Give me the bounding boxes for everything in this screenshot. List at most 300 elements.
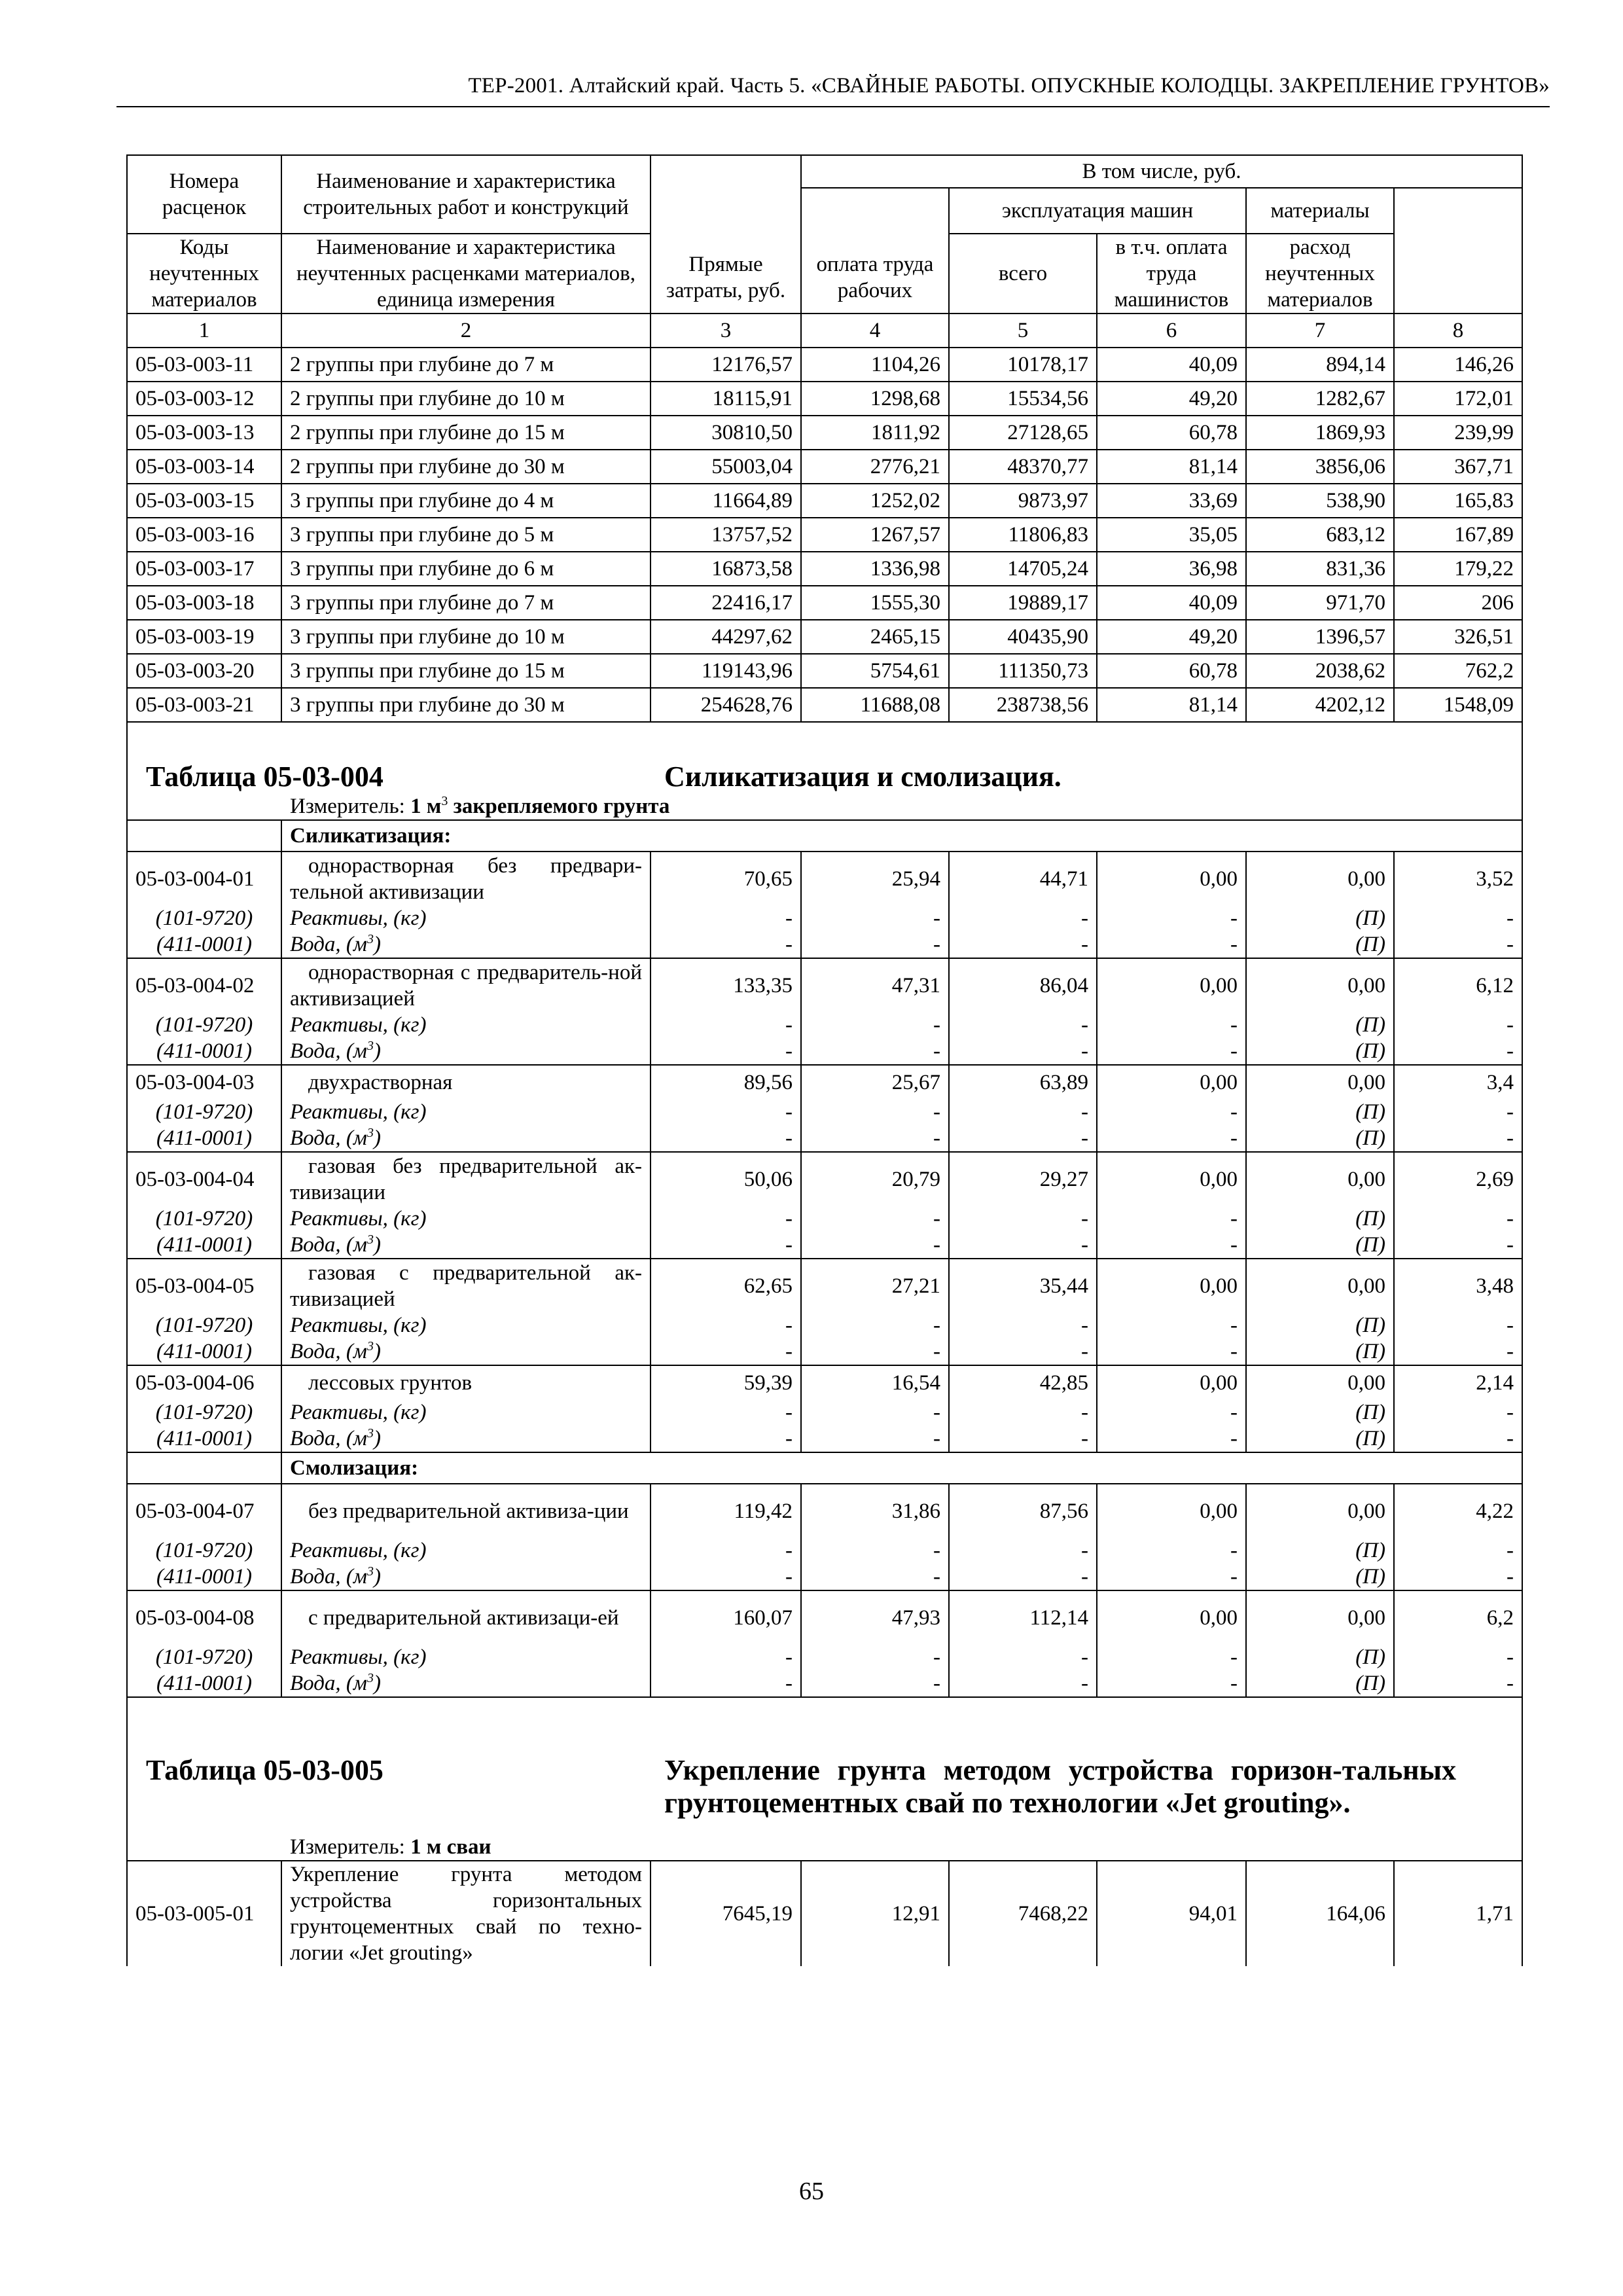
unaccounted-mark: (П) <box>1246 905 1394 931</box>
material-row <box>127 1038 1522 1065</box>
material-row <box>127 1232 1522 1259</box>
value-cell: 44,71 <box>949 852 1097 905</box>
dash-cell: - <box>1097 931 1246 958</box>
unaccounted-mark: (П) <box>1246 931 1394 958</box>
table-row <box>127 450 1522 484</box>
value-cell: 18115,91 <box>651 382 801 416</box>
value-cell: 12,91 <box>801 1861 949 1966</box>
value-cell: 36,98 <box>1097 552 1246 586</box>
measure-label: Измеритель: <box>290 1835 405 1859</box>
dash-cell: - <box>1394 931 1522 958</box>
material-row <box>127 1537 1522 1564</box>
dash-cell: - <box>651 931 801 958</box>
dash-cell: - <box>1394 905 1522 931</box>
dash-cell: - <box>651 1038 801 1065</box>
value-cell: 2776,21 <box>801 450 949 484</box>
value-cell: 7468,22 <box>949 1861 1097 1966</box>
rate-name: без предварительной активиза-ции <box>281 1484 651 1537</box>
rate-name: Укрепление грунта методом устройства горизонтальных грунтоцементных свай по техно-логии «Jet grouting» <box>281 1861 651 1966</box>
material-name <box>281 1099 651 1125</box>
dash-cell: - <box>949 1206 1097 1232</box>
value-cell: 11806,83 <box>949 518 1097 552</box>
rate-name: 2 группы при глубине до 10 м <box>281 382 651 416</box>
rate-name: 2 группы при глубине до 7 м <box>281 348 651 382</box>
value-cell: 1252,02 <box>801 484 949 518</box>
dash-cell: - <box>1097 1426 1246 1452</box>
column-number: 1 <box>127 314 281 348</box>
rate-code: 05-03-003-16 <box>127 518 281 552</box>
table-row <box>127 1365 1522 1399</box>
value-cell: 60,78 <box>1097 654 1246 688</box>
material-code: (411-0001) <box>127 1426 281 1452</box>
dash-cell: - <box>801 1338 949 1365</box>
unaccounted-mark: (П) <box>1246 1012 1394 1038</box>
material-name-text: Вода, (м <box>290 1126 367 1150</box>
dash-cell: - <box>1097 1537 1246 1564</box>
material-name <box>281 905 651 931</box>
dash-cell: - <box>949 1099 1097 1125</box>
material-code: (101-9720) <box>127 1537 281 1564</box>
dash-cell: - <box>651 1099 801 1125</box>
value-cell: 35,44 <box>949 1259 1097 1312</box>
dash-cell: - <box>1097 1038 1246 1065</box>
value-cell: 254628,76 <box>651 688 801 722</box>
rate-name: 3 группы при глубине до 30 м <box>281 688 651 722</box>
value-cell: 27128,65 <box>949 416 1097 450</box>
value-cell: 40,09 <box>1097 586 1246 620</box>
value-cell: 164,06 <box>1246 1861 1394 1966</box>
material-row <box>127 1125 1522 1152</box>
value-cell: 0,00 <box>1246 1365 1394 1399</box>
value-cell: 179,22 <box>1394 552 1522 586</box>
dash-cell: - <box>801 1125 949 1152</box>
dash-cell: - <box>1394 1038 1522 1065</box>
table-title-block <box>127 722 1522 820</box>
unaccounted-mark: (П) <box>1246 1099 1394 1125</box>
value-cell: 4,22 <box>1394 1484 1522 1537</box>
value-cell: 0,00 <box>1246 1152 1394 1206</box>
material-code: (411-0001) <box>127 1670 281 1697</box>
dash-cell: - <box>949 1012 1097 1038</box>
dash-cell: - <box>949 1564 1097 1590</box>
value-cell: 1267,57 <box>801 518 949 552</box>
value-cell: 4202,12 <box>1246 688 1394 722</box>
dash-cell: - <box>1097 1338 1246 1365</box>
rate-name: 3 группы при глубине до 6 м <box>281 552 651 586</box>
value-cell: 0,00 <box>1097 1152 1246 1206</box>
page-number: 65 <box>799 2178 824 2205</box>
value-cell: 15534,56 <box>949 382 1097 416</box>
dash-cell: - <box>1394 1338 1522 1365</box>
value-cell: 47,31 <box>801 958 949 1012</box>
material-name-text: Реактивы, (кг) <box>290 1207 427 1230</box>
unit-close: ) <box>373 1039 381 1063</box>
value-cell: 3856,06 <box>1246 450 1394 484</box>
material-name-text: Вода, (м <box>290 1340 367 1363</box>
dash-cell: - <box>801 1038 949 1065</box>
value-cell: 0,00 <box>1097 1590 1246 1644</box>
dash-cell: - <box>651 905 801 931</box>
column-number: 2 <box>281 314 651 348</box>
unit-close: ) <box>373 1565 381 1588</box>
value-cell: 2,69 <box>1394 1152 1522 1206</box>
value-cell: 16873,58 <box>651 552 801 586</box>
dash-cell: - <box>1394 1670 1522 1697</box>
value-cell: 538,90 <box>1246 484 1394 518</box>
material-name-text: Реактивы, (кг) <box>290 1100 427 1124</box>
rate-name: однорастворная с предваритель-ной активизацией <box>281 958 651 1012</box>
measure-tail: закрепляемого грунта <box>453 795 670 818</box>
material-name <box>281 1564 651 1590</box>
dash-cell: - <box>1394 1564 1522 1590</box>
material-row <box>127 1564 1522 1590</box>
rate-name: 3 группы при глубине до 4 м <box>281 484 651 518</box>
material-row <box>127 1012 1522 1038</box>
header-col7: расход неучтенных материалов <box>1246 234 1394 314</box>
rate-name: 3 группы при глубине до 15 м <box>281 654 651 688</box>
value-cell: 0,00 <box>1097 1065 1246 1099</box>
table-title-row <box>127 1697 1522 1861</box>
rate-code: 05-03-004-05 <box>127 1259 281 1312</box>
column-number: 5 <box>949 314 1097 348</box>
dash-cell: - <box>801 1206 949 1232</box>
header-col1-top: Номера расценок <box>127 155 281 234</box>
unaccounted-mark: (П) <box>1246 1670 1394 1697</box>
value-cell: 81,14 <box>1097 688 1246 722</box>
value-cell: 119,42 <box>651 1484 801 1537</box>
value-cell: 0,00 <box>1246 1065 1394 1099</box>
value-cell: 165,83 <box>1394 484 1522 518</box>
value-cell: 22416,17 <box>651 586 801 620</box>
value-cell: 87,56 <box>949 1484 1097 1537</box>
material-name-text: Реактивы, (кг) <box>290 1314 427 1337</box>
running-header-text: ТЕР-2001. Алтайский край. Часть 5. «СВАЙНЫЕ РАБОТЫ. ОПУСКНЫЕ КОЛОДЦЫ. ЗАКРЕПЛЕНИЕ ГРУНТОВ» <box>468 74 1550 98</box>
dash-cell: - <box>1097 1206 1246 1232</box>
dash-cell: - <box>949 1312 1097 1338</box>
rate-code: 05-03-003-17 <box>127 552 281 586</box>
unit-close: ) <box>373 1233 381 1257</box>
material-name-text: Вода, (м <box>290 1427 367 1450</box>
rate-name: газовая с предварительной ак-тивизацией <box>281 1259 651 1312</box>
dash-cell: - <box>801 1012 949 1038</box>
material-name <box>281 1038 651 1065</box>
unit-close: ) <box>373 1427 381 1450</box>
dash-cell: - <box>949 1125 1097 1152</box>
rate-name: лессовых грунтов <box>281 1365 651 1399</box>
value-cell: 1396,57 <box>1246 620 1394 654</box>
value-cell: 20,79 <box>801 1152 949 1206</box>
value-cell: 0,00 <box>1246 1484 1394 1537</box>
dash-cell: - <box>1394 1426 1522 1452</box>
value-cell: 1,71 <box>1394 1861 1522 1966</box>
dash-cell: - <box>801 1099 949 1125</box>
subsection-title <box>281 820 1522 852</box>
material-row <box>127 1644 1522 1670</box>
subsection-label: Смолизация: <box>290 1456 419 1480</box>
material-code: (411-0001) <box>127 1038 281 1065</box>
value-cell: 10178,17 <box>949 348 1097 382</box>
value-cell: 206 <box>1394 586 1522 620</box>
dash-cell: - <box>801 1644 949 1670</box>
rate-code: 05-03-003-14 <box>127 450 281 484</box>
value-cell: 326,51 <box>1394 620 1522 654</box>
table-row <box>127 958 1522 1012</box>
dash-cell: - <box>949 1670 1097 1697</box>
table-row <box>127 1861 1522 1966</box>
header-col5: всего <box>949 234 1097 314</box>
value-cell: 112,14 <box>949 1590 1097 1644</box>
value-cell: 0,00 <box>1097 1259 1246 1312</box>
dash-cell: - <box>1394 1399 1522 1426</box>
dash-cell: - <box>1394 1537 1522 1564</box>
empty-cell <box>127 820 281 852</box>
value-cell: 1555,30 <box>801 586 949 620</box>
material-name <box>281 1125 651 1152</box>
value-cell: 48370,77 <box>949 450 1097 484</box>
table-row <box>127 688 1522 722</box>
material-name-text: Вода, (м <box>290 933 367 956</box>
dash-cell: - <box>1097 1232 1246 1259</box>
unit-sup: 3 <box>366 1232 374 1247</box>
column-number: 4 <box>801 314 949 348</box>
material-row <box>127 1312 1522 1338</box>
dash-cell: - <box>949 1426 1097 1452</box>
value-cell: 0,00 <box>1246 958 1394 1012</box>
table-row <box>127 1590 1522 1644</box>
empty-cell <box>127 1452 281 1484</box>
dash-cell: - <box>651 1012 801 1038</box>
value-cell: 111350,73 <box>949 654 1097 688</box>
material-name-text: Вода, (м <box>290 1565 367 1588</box>
material-name-text: Вода, (м <box>290 1233 367 1257</box>
value-cell: 70,65 <box>651 852 801 905</box>
rates-table <box>126 154 1523 1966</box>
column-number: 7 <box>1246 314 1394 348</box>
table-row <box>127 484 1522 518</box>
unaccounted-mark: (П) <box>1246 1399 1394 1426</box>
value-cell: 5754,61 <box>801 654 949 688</box>
value-cell: 0,00 <box>1097 1365 1246 1399</box>
value-cell: 160,07 <box>651 1590 801 1644</box>
value-cell: 27,21 <box>801 1259 949 1312</box>
rate-name: 3 группы при глубине до 5 м <box>281 518 651 552</box>
material-name <box>281 1232 651 1259</box>
material-code: (411-0001) <box>127 1232 281 1259</box>
rate-name: газовая без предварительной ак-тивизации <box>281 1152 651 1206</box>
material-name <box>281 931 651 958</box>
dash-cell: - <box>1097 1670 1246 1697</box>
rate-code: 05-03-004-07 <box>127 1484 281 1537</box>
material-row <box>127 931 1522 958</box>
dash-cell: - <box>651 1644 801 1670</box>
value-cell: 9873,97 <box>949 484 1097 518</box>
measure-sup: 3 <box>441 794 448 808</box>
running-header <box>116 71 1550 107</box>
value-cell: 894,14 <box>1246 348 1394 382</box>
value-cell: 31,86 <box>801 1484 949 1537</box>
header-col4: оплата труда рабочих <box>801 188 949 314</box>
value-cell: 146,26 <box>1394 348 1522 382</box>
rate-name: 2 группы при глубине до 15 м <box>281 416 651 450</box>
value-cell: 3,4 <box>1394 1065 1522 1099</box>
material-row <box>127 1206 1522 1232</box>
value-cell: 1869,93 <box>1246 416 1394 450</box>
dash-cell: - <box>801 1399 949 1426</box>
dash-cell: - <box>801 1670 949 1697</box>
rate-name: 2 группы при глубине до 30 м <box>281 450 651 484</box>
table-row <box>127 1484 1522 1537</box>
material-code: (411-0001) <box>127 931 281 958</box>
value-cell: 49,20 <box>1097 620 1246 654</box>
unit-sup: 3 <box>366 1126 374 1140</box>
unit-sup: 3 <box>366 1671 374 1685</box>
value-cell: 49,20 <box>1097 382 1246 416</box>
header-col6: в т.ч. оплата труда машинистов <box>1097 234 1246 314</box>
column-number: 8 <box>1394 314 1522 348</box>
material-name-text: Вода, (м <box>290 1672 367 1695</box>
unaccounted-mark: (П) <box>1246 1125 1394 1152</box>
value-cell: 831,36 <box>1246 552 1394 586</box>
value-cell: 81,14 <box>1097 450 1246 484</box>
material-row <box>127 1338 1522 1365</box>
value-cell: 239,99 <box>1394 416 1522 450</box>
value-cell: 3,48 <box>1394 1259 1522 1312</box>
dash-cell: - <box>1097 1099 1246 1125</box>
value-cell: 238738,56 <box>949 688 1097 722</box>
material-row <box>127 1426 1522 1452</box>
rate-code: 05-03-003-15 <box>127 484 281 518</box>
value-cell: 3,52 <box>1394 852 1522 905</box>
table-row <box>127 518 1522 552</box>
dash-cell: - <box>651 1399 801 1426</box>
unaccounted-mark: (П) <box>1246 1644 1394 1670</box>
rate-code: 05-03-003-18 <box>127 586 281 620</box>
column-number: 3 <box>651 314 801 348</box>
value-cell: 1548,09 <box>1394 688 1522 722</box>
material-code: (101-9720) <box>127 1206 281 1232</box>
dash-cell: - <box>801 1232 949 1259</box>
table-row <box>127 852 1522 905</box>
table-row <box>127 1259 1522 1312</box>
value-cell: 971,70 <box>1246 586 1394 620</box>
table-title: Силикатизация и смолизация. <box>664 761 1061 793</box>
value-cell: 44297,62 <box>651 620 801 654</box>
unit-sup: 3 <box>366 1339 374 1354</box>
table-row <box>127 1065 1522 1099</box>
value-cell: 0,00 <box>1097 958 1246 1012</box>
value-cell: 59,39 <box>651 1365 801 1399</box>
material-code: (411-0001) <box>127 1338 281 1365</box>
value-cell: 16,54 <box>801 1365 949 1399</box>
dash-cell: - <box>651 1206 801 1232</box>
material-name <box>281 1399 651 1426</box>
table-row <box>127 382 1522 416</box>
dash-cell: - <box>1097 1644 1246 1670</box>
value-cell: 133,35 <box>651 958 801 1012</box>
dash-cell: - <box>801 905 949 931</box>
material-name <box>281 1206 651 1232</box>
material-name-text: Вода, (м <box>290 1039 367 1063</box>
value-cell: 12176,57 <box>651 348 801 382</box>
dash-cell: - <box>949 1644 1097 1670</box>
value-cell: 29,27 <box>949 1152 1097 1206</box>
subsection-label: Силикатизация: <box>290 824 452 848</box>
unaccounted-mark: (П) <box>1246 1537 1394 1564</box>
rate-code: 05-03-004-02 <box>127 958 281 1012</box>
header-col2-top: Наименование и характеристика строительных работ и конструкций <box>281 155 651 234</box>
value-cell: 1811,92 <box>801 416 949 450</box>
unit-close: ) <box>373 1340 381 1363</box>
value-cell: 683,12 <box>1246 518 1394 552</box>
column-number: 6 <box>1097 314 1246 348</box>
dash-cell: - <box>1097 1564 1246 1590</box>
rate-name: 3 группы при глубине до 10 м <box>281 620 651 654</box>
material-row <box>127 905 1522 931</box>
dash-cell: - <box>651 1338 801 1365</box>
value-cell: 86,04 <box>949 958 1097 1012</box>
material-name <box>281 1012 651 1038</box>
dash-cell: - <box>949 1338 1097 1365</box>
material-code: (411-0001) <box>127 1564 281 1590</box>
value-cell: 1298,68 <box>801 382 949 416</box>
material-name <box>281 1312 651 1338</box>
value-cell: 60,78 <box>1097 416 1246 450</box>
unit-sup: 3 <box>366 932 374 946</box>
material-row <box>127 1399 1522 1426</box>
rate-code: 05-03-003-13 <box>127 416 281 450</box>
dash-cell: - <box>651 1232 801 1259</box>
value-cell: 172,01 <box>1394 382 1522 416</box>
material-code: (411-0001) <box>127 1125 281 1152</box>
material-code: (101-9720) <box>127 905 281 931</box>
measure-value: 1 м сваи <box>410 1835 491 1859</box>
rate-name: с предварительной активизаци-ей <box>281 1590 651 1644</box>
value-cell: 1104,26 <box>801 348 949 382</box>
dash-cell: - <box>1097 1399 1246 1426</box>
value-cell: 33,69 <box>1097 484 1246 518</box>
column-numbers-row <box>127 314 1522 348</box>
material-row <box>127 1099 1522 1125</box>
rate-code: 05-03-003-20 <box>127 654 281 688</box>
value-cell: 0,00 <box>1246 1590 1394 1644</box>
table-row <box>127 348 1522 382</box>
material-name-text: Реактивы, (кг) <box>290 906 427 930</box>
dash-cell: - <box>651 1537 801 1564</box>
dash-cell: - <box>1394 1206 1522 1232</box>
header-col3: Прямые затраты, руб. <box>651 155 801 314</box>
value-cell: 0,00 <box>1097 852 1246 905</box>
rate-name: 3 группы при глубине до 7 м <box>281 586 651 620</box>
value-cell: 89,56 <box>651 1065 801 1099</box>
unaccounted-mark: (П) <box>1246 1426 1394 1452</box>
value-cell: 6,2 <box>1394 1590 1522 1644</box>
table-number: Таблица 05-03-004 <box>146 761 383 793</box>
measure-label: Измеритель: <box>290 795 405 818</box>
dash-cell: - <box>949 905 1097 931</box>
value-cell: 1282,67 <box>1246 382 1394 416</box>
material-code: (101-9720) <box>127 1399 281 1426</box>
header-row-1 <box>127 155 1522 188</box>
material-name-text: Реактивы, (кг) <box>290 1401 427 1424</box>
value-cell: 35,05 <box>1097 518 1246 552</box>
subsection-title <box>281 1452 1522 1484</box>
rate-code: 05-03-003-11 <box>127 348 281 382</box>
material-code: (101-9720) <box>127 1312 281 1338</box>
dash-cell: - <box>1394 1125 1522 1152</box>
value-cell: 19889,17 <box>949 586 1097 620</box>
unit-close: ) <box>373 1672 381 1695</box>
value-cell: 50,06 <box>651 1152 801 1206</box>
